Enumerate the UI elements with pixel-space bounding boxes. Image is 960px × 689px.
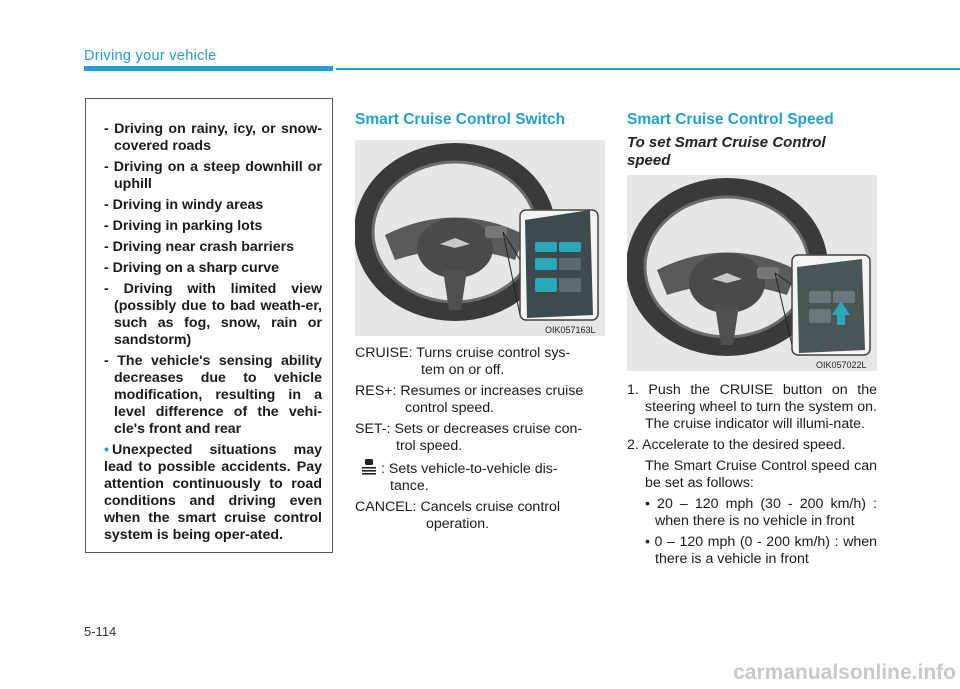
page-number: 5-114 [84, 624, 117, 639]
definition-res [355, 383, 605, 417]
definition-text: Turns cruise control sys- [416, 345, 571, 361]
warning-box [85, 98, 333, 553]
switch-definitions [355, 345, 605, 537]
step-item: 2. Accelerate to the desired speed. [627, 437, 846, 453]
definition-text-cont: tance. [390, 478, 429, 494]
definition-term: CRUISE: [355, 345, 413, 361]
section-title: Driving your vehicle [84, 48, 217, 64]
header-rule [336, 68, 960, 70]
switch-section-title: Smart Cruise Control Switch [355, 111, 566, 128]
speed-range-item: • 20 – 120 mph (30 - 200 km/h) : when there is no vehicle in front [645, 496, 877, 529]
warning-item: - Driving in parking lots [104, 218, 263, 234]
warning-item: - Driving on a steep downhill or uphill [104, 159, 322, 192]
definition-cancel [355, 499, 605, 533]
speed-section-title: Smart Cruise Control Speed [627, 111, 834, 128]
header-bar [84, 66, 333, 71]
warning-item: - Driving on a sharp curve [104, 260, 280, 276]
warning-item: - Driving with limited view (possibly due to bad weath-er, such as fog, snow, rain or sandstorm) [104, 281, 322, 348]
definition-text: Sets or decreases cruise con- [394, 421, 583, 437]
definition-set [355, 421, 605, 455]
steering-wheel-illustration [355, 140, 605, 336]
definition-text-cont: trol speed. [396, 438, 463, 454]
step-item: 1. Push the CRUISE button on the steering wheel to turn the system on. The cruise indicator will illumi-nate. [627, 382, 877, 432]
speed-steps [627, 382, 877, 572]
definition-text-cont: tem on or off. [421, 362, 505, 378]
warning-list [104, 121, 322, 544]
watermark: carmanualsonline.info [733, 661, 956, 684]
bullet-dot-icon: • [104, 442, 109, 458]
steering-wheel-illustration [627, 175, 877, 371]
definition-text-cont: operation. [426, 516, 490, 532]
speed-range-item: • 0 – 120 mph (0 - 200 km/h) : when there is a vehicle in front [645, 534, 877, 567]
definition-term: SET-: [355, 421, 391, 437]
definition-term: RES+: [355, 383, 397, 399]
figure-code: OIK057163L [545, 325, 596, 335]
vehicle-distance-icon [361, 459, 377, 477]
warning-item: - Driving in windy areas [104, 197, 264, 213]
definition-distance [355, 459, 605, 495]
steering-wheel-figure-2 [627, 175, 877, 371]
figure-code: OIK057022L [816, 360, 867, 370]
definition-text: : Sets vehicle-to-vehicle dis- [381, 461, 558, 477]
definition-cruise [355, 345, 605, 379]
steering-wheel-figure [355, 140, 605, 336]
warning-bullet-text: Unexpected situations may lead to possible accidents. Pay attention continuously to road conditions and driving even when the smart cruise control system is being oper-ated. [104, 442, 322, 543]
warning-item: - Driving near crash barriers [104, 239, 295, 255]
warning-item: - The vehicle's sensing ability decreases due to vehicle modification, resulting in a level difference of the vehi-cle's front and rear [104, 353, 322, 437]
definition-text: Resumes or increases cruise [400, 383, 584, 399]
definition-term: CANCEL: [355, 499, 417, 515]
speed-note: The Smart Cruise Control speed can be set as follows: [645, 458, 877, 491]
definition-text-cont: control speed. [405, 400, 495, 416]
definition-text: Cancels cruise control [420, 499, 561, 515]
warning-item: - Driving on rainy, icy, or snow-covered roads [104, 121, 322, 154]
warning-bullet [104, 442, 322, 544]
speed-subtitle: To set Smart Cruise Control speed [627, 134, 826, 169]
